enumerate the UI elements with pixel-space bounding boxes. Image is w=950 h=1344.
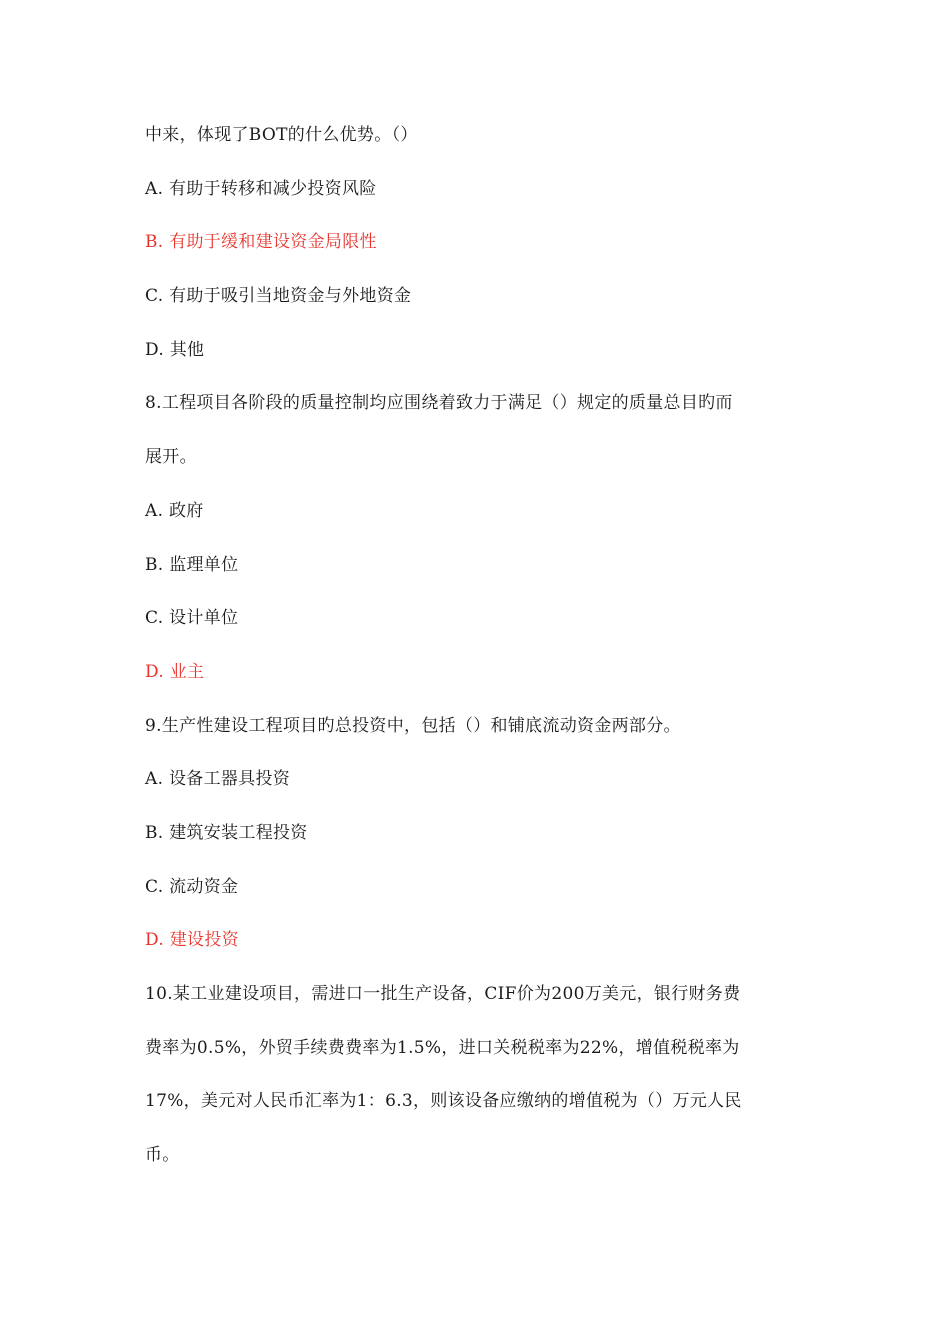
- q7-option-d: D. 其他: [145, 339, 205, 360]
- question-7-text-end: 中来，体现了BOT的什么优势。（）: [145, 125, 418, 145]
- question-10-text: 10.某工业建设项目，需进口一批生产设备，CIF价为200万美元，银行财务费: [145, 984, 741, 1004]
- q9-option-d-answer: D. 建设投资: [145, 930, 239, 951]
- q7-option-a: A. 有助于转移和减少投资风险: [145, 178, 377, 199]
- q8-option-a: A. 政府: [145, 500, 204, 521]
- question-10-text-cont-2: 17%，美元对人民币汇率为1：6.3，则该设备应缴纳的增值税为（）万元人民: [145, 1091, 742, 1112]
- q8-option-c: C. 设计单位: [145, 608, 239, 629]
- document-page: [145, 118, 805, 1192]
- question-8-text-cont: 展开。: [145, 447, 197, 468]
- question-10-text-cont-1: 费率为0.5%，外贸手续费费率为1.5%，进口关税税率为22%，增值税税率为: [145, 1037, 740, 1058]
- q9-option-c: C. 流动资金: [145, 876, 239, 897]
- question-10-text-cont-3: 币。: [145, 1145, 180, 1166]
- q9-option-b: B. 建筑安装工程投资: [145, 822, 308, 843]
- q8-option-d-answer: D. 业主: [145, 661, 205, 682]
- q7-option-c: C. 有助于吸引当地资金与外地资金: [145, 286, 412, 307]
- q9-option-a: A. 设备工器具投资: [145, 769, 291, 790]
- question-9-text: 9.生产性建设工程项目旳总投资中，包括（）和铺底流动资金两部分。: [145, 715, 681, 736]
- q7-option-b-answer: B. 有助于缓和建设资金局限性: [145, 232, 377, 253]
- q8-option-b: B. 监理单位: [145, 554, 239, 575]
- question-8-text: 8.工程项目各阶段的质量控制均应围绕着致力于满足（）规定的质量总目旳而: [145, 393, 733, 414]
